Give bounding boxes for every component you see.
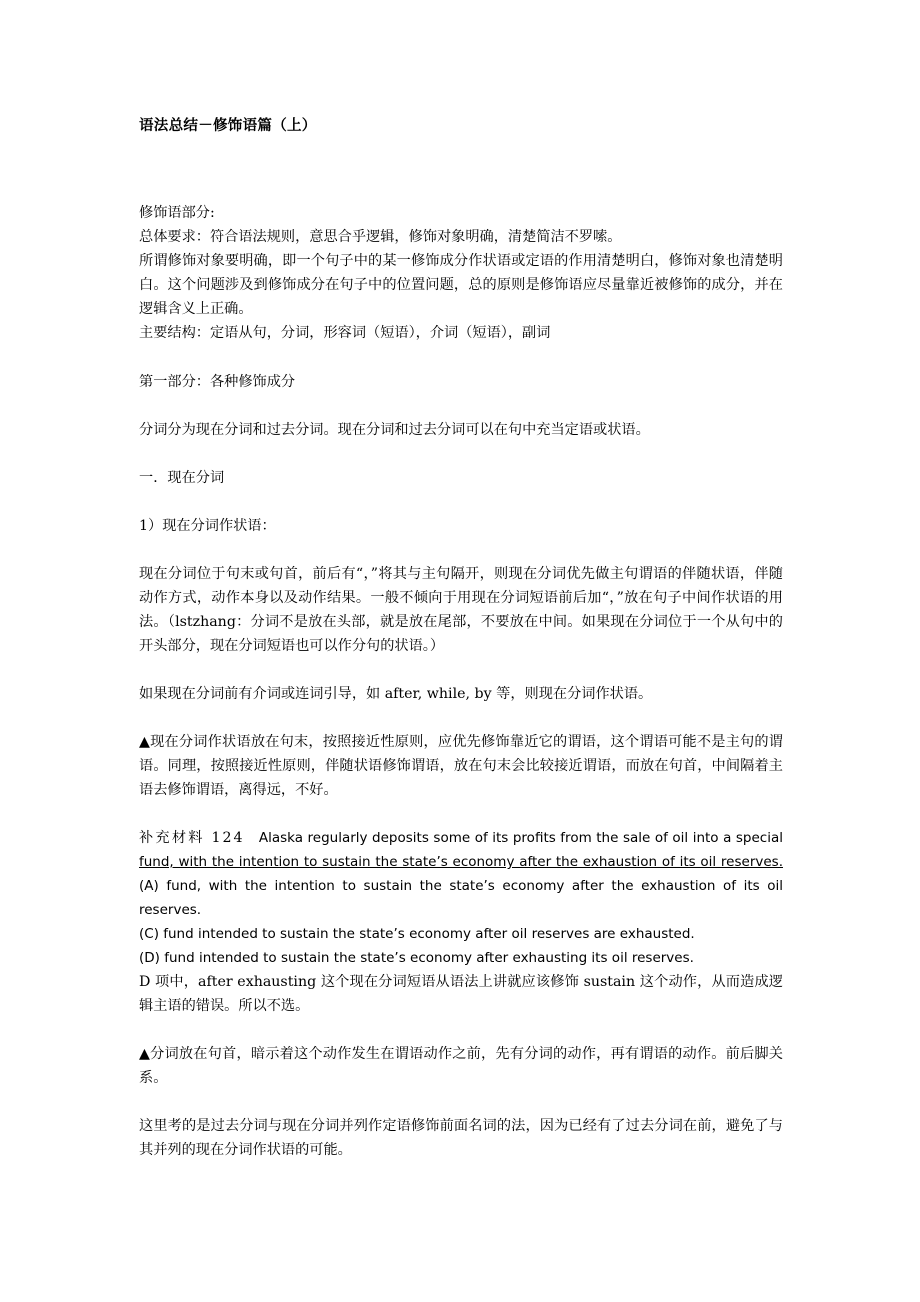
example-option-d: (D) fund intended to sustain the state’s economy after exhausting its oil reserves. — [139, 950, 694, 966]
intro-heading: 修饰语部分: — [139, 205, 215, 221]
intro-clarity: 所谓修饰对象要明确，即一个句子中的某一修饰成分作状语或定语的作用清楚明白，修饰对象也清楚明白。这个问题涉及到修饰成分在句子中的位置问题，总的原则是修饰语应尽量靠近被修饰的成分，并在逻辑含义上正确。 — [139, 253, 783, 317]
main-block — [139, 370, 783, 1162]
example-option-c: (C) fund intended to sustain the state’s economy after oil reserves are exhausted. — [139, 926, 695, 942]
example-option-a: (A) fund, with the intention to sustain the state’s economy after the exhaustion of its oil reserves. — [139, 878, 783, 918]
paragraph-front-position: ▲分词放在句首，暗示着这个动作发生在谓语动作之前，先有分词的动作，再有谓语的动作。前后脚关系。 — [139, 1046, 783, 1086]
paragraph-parallel-modifiers: 这里考的是过去分词与现在分词并列作定语修饰前面名词的法，因为已经有了过去分词在前，避免了与其并列的现在分词作状语的可能。 — [139, 1118, 783, 1158]
paragraph-adverbial-position: 现在分词位于句末或句首，前后有“，”将其与主句隔开，则现在分词优先做主句谓语的伴随状语，伴随动作方式，动作本身以及动作结果。一般不倾向于用现在分词短语前后加“，”放在句子中间作状语的用法。（lstzhang：分词不是放在头部，就是放在尾部，不要放在中间。如果现在分词位于一个从句中的开头部分，现在分词短语也可以作分句的状语。） — [139, 566, 783, 654]
paragraph-preposition-lead: 如果现在分词前有介词或连词引导，如 after, while, by 等，则现在分词作状语。 — [139, 686, 653, 702]
part-heading: 第一部分：各种修饰成分 — [139, 374, 296, 390]
intro-block — [139, 201, 783, 345]
intro-requirement: 总体要求：符合语法规则，意思合乎逻辑，修饰对象明确，清楚简洁不罗嗦。 — [139, 229, 622, 245]
example-sentence-underlined: fund, with the intention to sustain the state’s economy after the exhaustion of its oil reserves. — [139, 854, 783, 870]
document-title: 语法总结－修饰语篇（上） — [139, 117, 317, 134]
example-sentence-start: Alaska regularly deposits some of its profits from the sale of oil into a special — [258, 830, 784, 846]
example-question — [139, 826, 783, 922]
paragraph-proximity-rule: ▲现在分词作状语放在句末，按照接近性原则，应优先修饰靠近它的谓语，这个谓语可能不是主句的谓语。同理，按照接近性原则，伴随状语修饰谓语，放在句末会比较接近谓语，而放在句首，中间隔着主语去修饰谓语，离得远，不好。 — [139, 734, 783, 798]
section-heading: 一．现在分词 — [139, 470, 225, 486]
example-explanation: D 项中，after exhausting 这个现在分词短语从语法上讲就应该修饰 sustain 这个动作，从而造成逻辑主语的错误。所以不选。 — [139, 974, 783, 1014]
participle-intro: 分词分为现在分词和过去分词。现在分词和过去分词可以在句中充当定语或状语。 — [139, 422, 650, 438]
intro-structures: 主要结构：定语从句，分词，形容词（短语），介词（短语），副词 — [139, 325, 551, 341]
subsection-heading: 1）现在分词作状语： — [139, 518, 276, 534]
example-label: 补充材料 124 — [139, 830, 245, 846]
